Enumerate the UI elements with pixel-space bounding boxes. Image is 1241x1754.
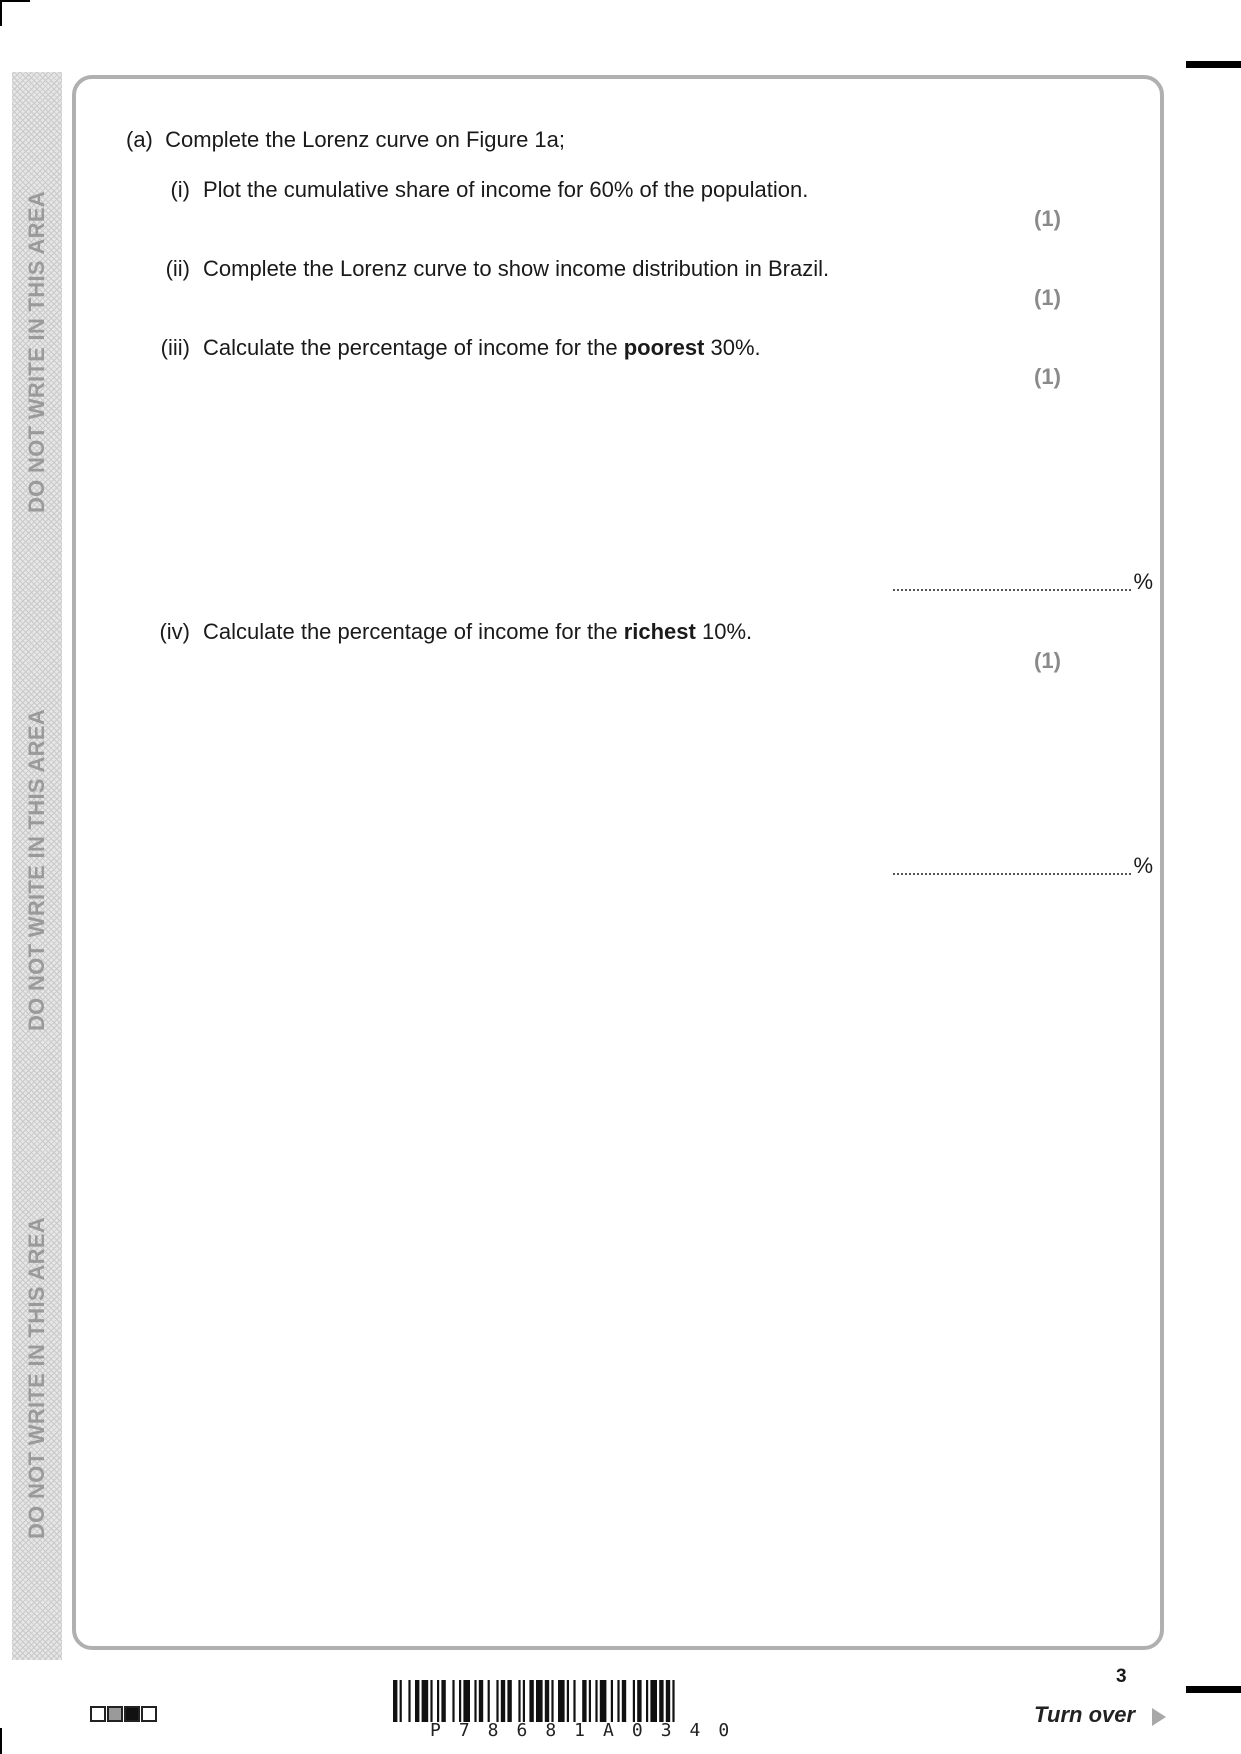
subpart-number: (i) [170, 177, 190, 202]
subpart-number: (iii) [160, 335, 190, 360]
edge-mark [1186, 61, 1241, 68]
subpart-text: Complete the Lorenz curve to show income distribution in Brazil. [203, 256, 830, 281]
answer-line-richest[interactable] [893, 853, 1153, 879]
subpart-number: (iv) [159, 619, 190, 644]
crop-mark [0, 1728, 2, 1754]
subpart-text: Calculate the percentage of income for the poorest 30%. [203, 335, 761, 360]
answer-line-poorest[interactable] [893, 569, 1153, 595]
barcode-text: P78681A0340 [430, 1720, 748, 1741]
marks-label: (1) [1034, 285, 1061, 310]
page-position-squares [90, 1706, 158, 1722]
square-icon [90, 1706, 106, 1722]
subpart-number: (ii) [165, 256, 190, 281]
square-icon [107, 1706, 123, 1722]
barcode-icon [393, 1680, 843, 1722]
marks-label: (1) [1034, 364, 1061, 389]
page-number: 3 [1116, 1666, 1127, 1687]
crop-mark [0, 0, 2, 26]
dotted-answer-line[interactable] [893, 589, 1131, 591]
edge-mark [1186, 1686, 1241, 1693]
part-text: Complete the Lorenz curve on Figure 1a; [165, 127, 566, 152]
question-part-a [126, 127, 565, 153]
square-icon [124, 1706, 140, 1722]
part-label: (a) [126, 127, 153, 152]
crop-mark [0, 0, 30, 2]
turn-over-label: Turn over [1034, 1702, 1136, 1727]
marks-label: (1) [1034, 206, 1061, 231]
percent-unit: % [1133, 569, 1153, 594]
marks-label: (1) [1034, 648, 1061, 673]
square-icon [141, 1706, 157, 1722]
subpart-text: Calculate the percentage of income for the richest 10%. [203, 619, 753, 644]
dotted-answer-line[interactable] [893, 873, 1131, 875]
percent-unit: % [1133, 853, 1153, 878]
arrow-right-icon [1152, 1708, 1166, 1726]
subpart-text: Plot the cumulative share of income for 60% of the population. [203, 177, 809, 202]
